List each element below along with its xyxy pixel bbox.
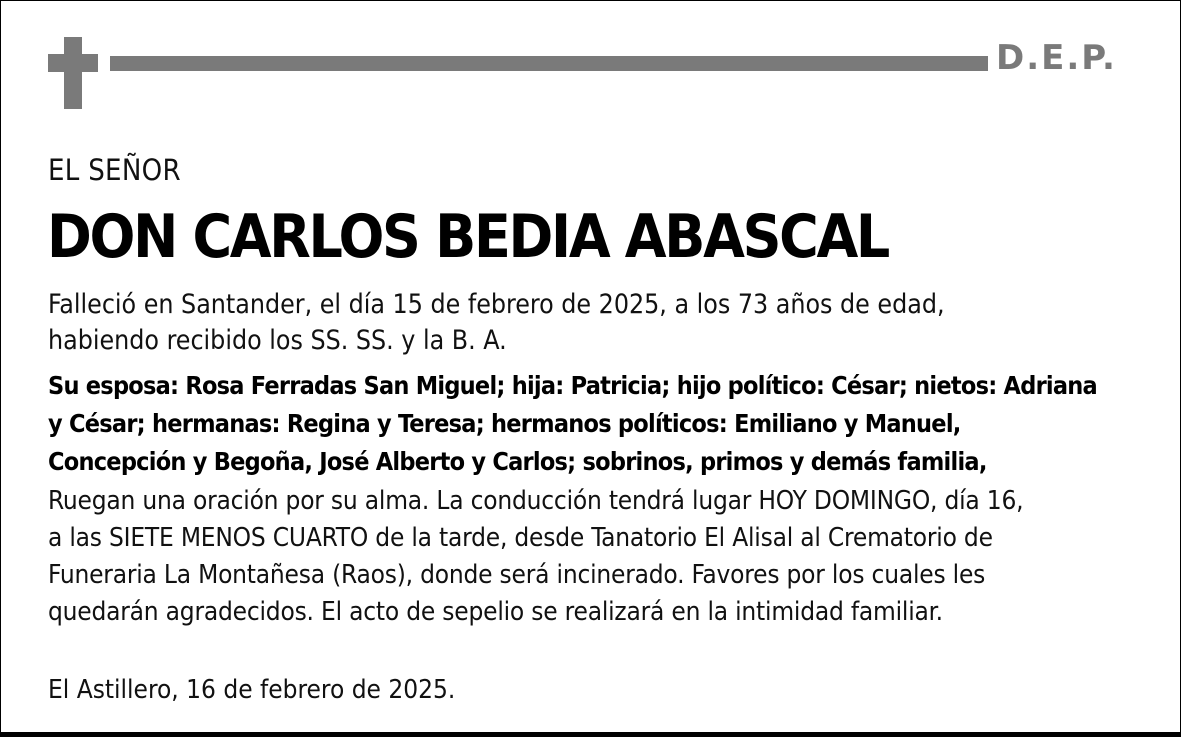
ceremony-line: quedarán agradecidos. El acto de sepelio se realizará en la intimidad familiar. [48, 597, 943, 627]
family-line: Su esposa: Rosa Ferradas San Miguel; hija: Patricia; hijo político: César; nietos: Adriana [48, 371, 1097, 400]
intro-line: habiendo recibido los SS. SS. y la B. A. [48, 325, 507, 356]
intro-line: Falleció en Santander, el día 15 de febrero de 2025, a los 73 años de edad, [48, 289, 945, 320]
place-date: El Astillero, 16 de febrero de 2025. [48, 675, 456, 705]
family-line: y César; hermanas: Regina y Teresa; hermanos políticos: Emiliano y Manuel, [48, 409, 961, 438]
dep-label: D.E.P. [996, 38, 1117, 78]
ceremony-line: Ruegan una oración por su alma. La conducción tendrá lugar HOY DOMINGO, día 16, [48, 486, 1024, 516]
ceremony-line: a las SIETE MENOS CUARTO de la tarde, desde Tanatorio El Alisal al Crematorio de [48, 523, 993, 553]
ceremony-line: Funeraria La Montañesa (Raos), donde será incinerado. Favores por los cuales les [48, 560, 986, 590]
intro-paragraph [48, 287, 945, 359]
cross-vertical-bar [64, 37, 82, 109]
family-line: Concepción y Begoña, José Alberto y Carlos; sobrinos, primos y demás familia, [48, 447, 987, 476]
deceased-name: DON CARLOS BEDIA ABASCAL [47, 202, 889, 272]
header-rule [110, 56, 988, 71]
ceremony-paragraph [48, 483, 1023, 631]
family-paragraph [48, 367, 1097, 481]
cross-horizontal-bar [48, 54, 98, 72]
deceased-title: EL SEÑOR [48, 153, 181, 187]
